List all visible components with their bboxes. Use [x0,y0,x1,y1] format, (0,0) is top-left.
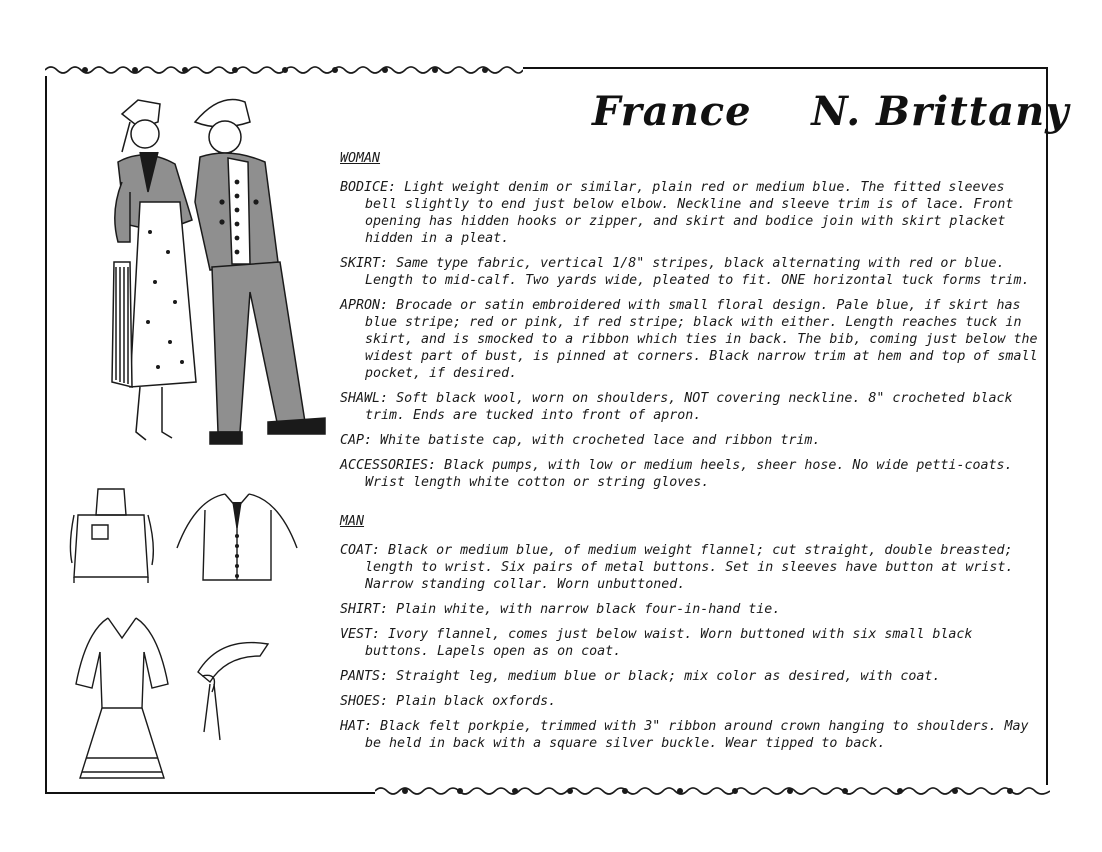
entry-label: BODICE: [340,180,397,195]
entry-label: PANTS: [340,669,389,684]
entry-text: Plain white, with narrow black four-in-hand tie. [396,602,781,617]
entry-text: Black or medium blue, of medium weight flannel; cut straight, double breasted; length to wrist. Six pairs of metal buttons. Set in sleeves have button at wrist. Narrow standing collar. Worn unbuttoned. [365,543,1014,592]
entry-label: VEST: [340,627,381,642]
apron-sketch [68,485,158,585]
man-shoes-entry [340,693,1040,710]
costume-couple-illustration [100,92,335,457]
top-ornament-border [45,64,523,76]
entry-label: APRON: [340,298,389,313]
entry-text: Light weight denim or similar, plain red or medium blue. The fitted sleeves bell slightly to end just below elbow. Neckline and sleeve trim is of lace. Front opening has hidden hooks or zipper, and skirt and bodice join with skirt placket hidden in a pleat. [365,180,1014,246]
man-coat-entry [340,542,1040,593]
entry-text: White batiste cap, with crocheted lace and ribbon trim. [380,433,821,448]
woman-heading: WOMAN [340,151,381,166]
entry-text: Soft black wool, worn on shoulders, NOT covering neckline. 8" crocheted black trim. Ends are tucked into front of apron. [365,391,1013,423]
entry-label: CAP: [340,433,373,448]
man-heading: MAN [340,514,365,529]
entry-label: ACCESSORIES: [340,458,437,473]
entry-label: COAT: [340,543,381,558]
entry-text: Black felt porkpie, trimmed with 3" ribbon around crown hanging to shoulders. May be held in back with a square silver buckle. Wear tipped to back. [365,719,1029,751]
entry-label: SHAWL: [340,391,389,406]
bottom-ornament-border [375,785,1050,797]
man-vest-entry [340,626,1040,660]
woman-accessories-entry [340,457,1040,491]
woman-apron-entry [340,297,1040,382]
page-title: France N. Brittany [592,88,1070,135]
man-pants-entry [340,668,1040,685]
entry-label: SHOES: [340,694,389,709]
entry-text: Plain black oxfords. [396,694,557,709]
man-shirt-entry [340,601,1040,618]
dress-sketch [72,612,172,784]
entry-label: SHIRT: [340,602,389,617]
entry-text: Same type fabric, vertical 1/8" stripes, black alternating with red or blue. Length to mid-calf. Two yards wide, pleated to fit. ONE horizontal tuck forms trim. [365,256,1030,288]
entry-text: Ivory flannel, comes just below waist. Worn buttoned with six small black buttons. Lapels open as on coat. [365,627,973,659]
entry-label: HAT: [340,719,373,734]
vest-sketch [175,488,300,588]
man-hat-entry [340,718,1040,752]
entry-label: SKIRT: [340,256,389,271]
costume-description [340,150,1040,760]
woman-shawl-entry [340,390,1040,424]
woman-skirt-entry [340,255,1040,289]
entry-text: Brocade or satin embroidered with small floral design. Pale blue, if skirt has blue stripe; red or pink, if red stripe; black with either. Length reaches tuck in skirt, and is smocked to a ribbon which ties in back. The bib, coming just below the widest part of bust, is pinned at corners. Black narrow trim at hem and top of small pocket, if desired. [365,298,1038,381]
entry-text: Black pumps, with low or medium heels, sheer hose. No wide petti-coats. Wrist length white cotton or string gloves. [365,458,1013,490]
woman-bodice-entry [340,179,1040,247]
entry-text: Straight leg, medium blue or black; mix color as desired, with coat. [396,669,941,684]
cap-sketch [190,632,275,747]
woman-cap-entry [340,432,1040,449]
